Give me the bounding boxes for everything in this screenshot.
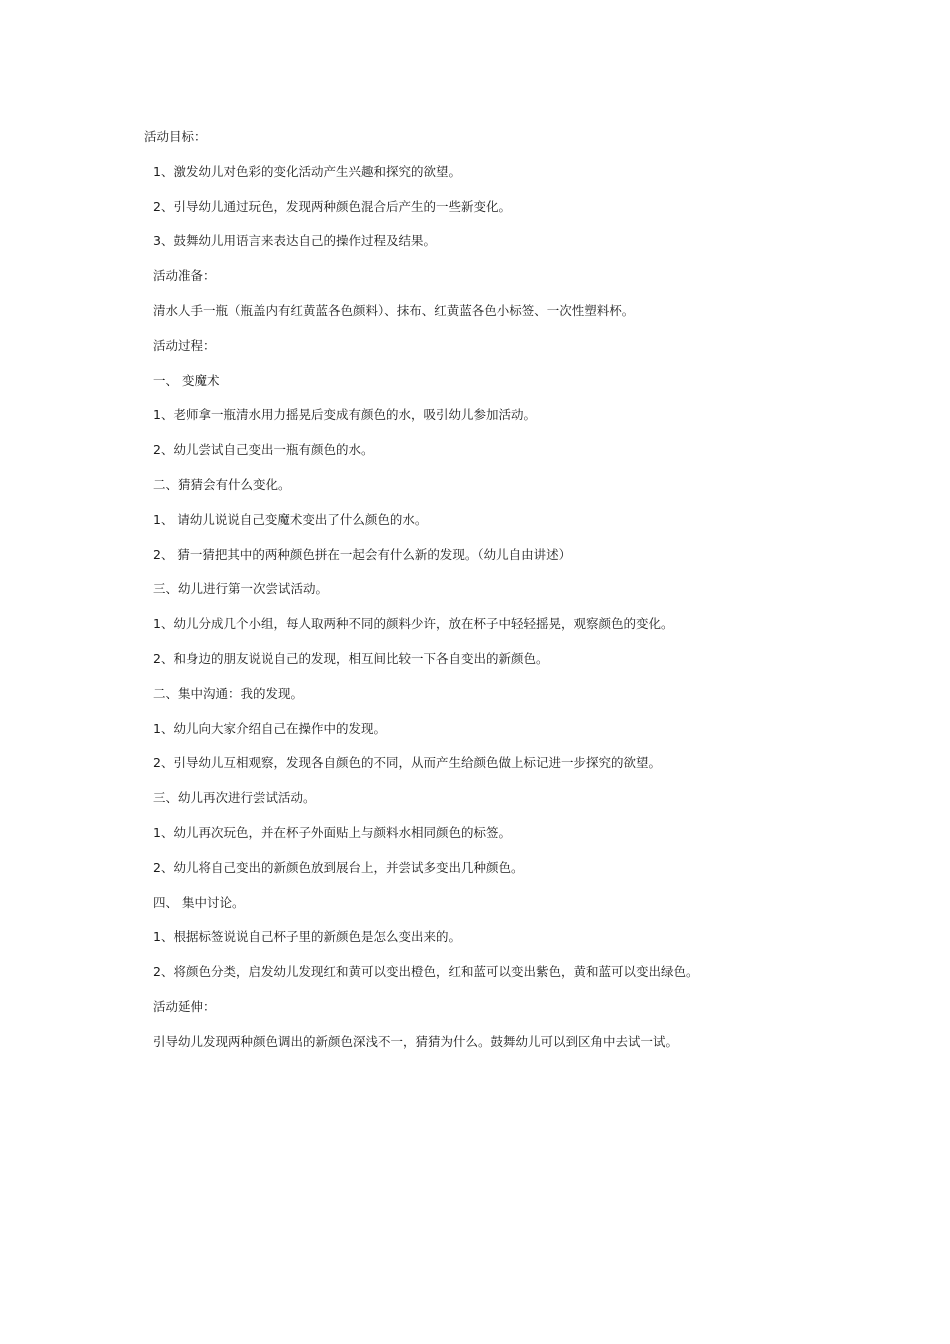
paragraph-line: 二、猜猜会有什么变化。 — [153, 476, 291, 492]
paragraph-line: 清水人手一瓶（瓶盖内有红黄蓝各色颜料）、抹布、红黄蓝各色小标签、一次性塑料杯。 — [153, 302, 635, 318]
paragraph-line: 1、激发幼儿对色彩的变化活动产生兴趣和探究的欲望。 — [153, 163, 461, 179]
paragraph-line: 1、老师拿一瓶清水用力摇晃后变成有颜色的水，吸引幼儿参加活动。 — [153, 407, 536, 423]
paragraph-line: 1、根据标签说说自己杯子里的新颜色是怎么变出来的。 — [153, 929, 461, 945]
paragraph-line: 2、引导幼儿互相观察，发现各自颜色的不同，从而产生给颜色做上标记进一步探究的欲望。 — [153, 755, 661, 771]
paragraph-line: 2、幼儿将自己变出的新颜色放到展台上，并尝试多变出几种颜色。 — [153, 859, 524, 875]
paragraph-line: 2、和身边的朋友说说自己的发现，相互间比较一下各自变出的新颜色。 — [153, 650, 549, 666]
paragraph-line: 活动准备： — [153, 268, 216, 284]
paragraph-line: 3、鼓舞幼儿用语言来表达自己的操作过程及结果。 — [153, 233, 436, 249]
paragraph-line: 2、将颜色分类，启发幼儿发现红和黄可以变出橙色，红和蓝可以变出紫色，黄和蓝可以变出绿色。 — [153, 964, 699, 980]
paragraph-line: 1、幼儿向大家介绍自己在操作中的发现。 — [153, 720, 386, 736]
paragraph-line: 一、 变魔术 — [153, 372, 220, 388]
paragraph-line: 2、引导幼儿通过玩色，发现两种颜色混合后产生的一些新变化。 — [153, 198, 511, 214]
paragraph-line: 1、 请幼儿说说自己变魔术变出了什么颜色的水。 — [153, 511, 428, 527]
paragraph-line: 四、 集中讨论。 — [153, 894, 245, 910]
paragraph-line: 2、幼儿尝试自己变出一瓶有颜色的水。 — [153, 442, 374, 458]
paragraph-line: 1、幼儿再次玩色，并在杯子外面贴上与颜料水相同颜色的标签。 — [153, 824, 511, 840]
paragraph-line: 三、幼儿再次进行尝试活动。 — [153, 790, 316, 806]
paragraph-line: 引导幼儿发现两种颜色调出的新颜色深浅不一，猜猜为什么。鼓舞幼儿可以到区角中去试一试。 — [153, 1033, 679, 1049]
paragraph-line: 三、幼儿进行第一次尝试活动。 — [153, 581, 329, 597]
paragraph-line: 活动延伸： — [153, 998, 216, 1014]
paragraph-line: 2、 猜一猜把其中的两种颜色拼在一起会有什么新的发现。（幼儿自由讲述） — [153, 546, 572, 562]
paragraph-line: 活动目标： — [144, 129, 207, 144]
document-body — [0, 126, 950, 1066]
paragraph-line: 二、集中沟通：我的发现。 — [153, 685, 304, 701]
paragraph-line: 1、幼儿分成几个小组，每人取两种不同的颜料少许，放在杯子中轻轻摇晃，观察颜色的变化。 — [153, 616, 674, 632]
paragraph-line: 活动过程： — [153, 337, 216, 353]
